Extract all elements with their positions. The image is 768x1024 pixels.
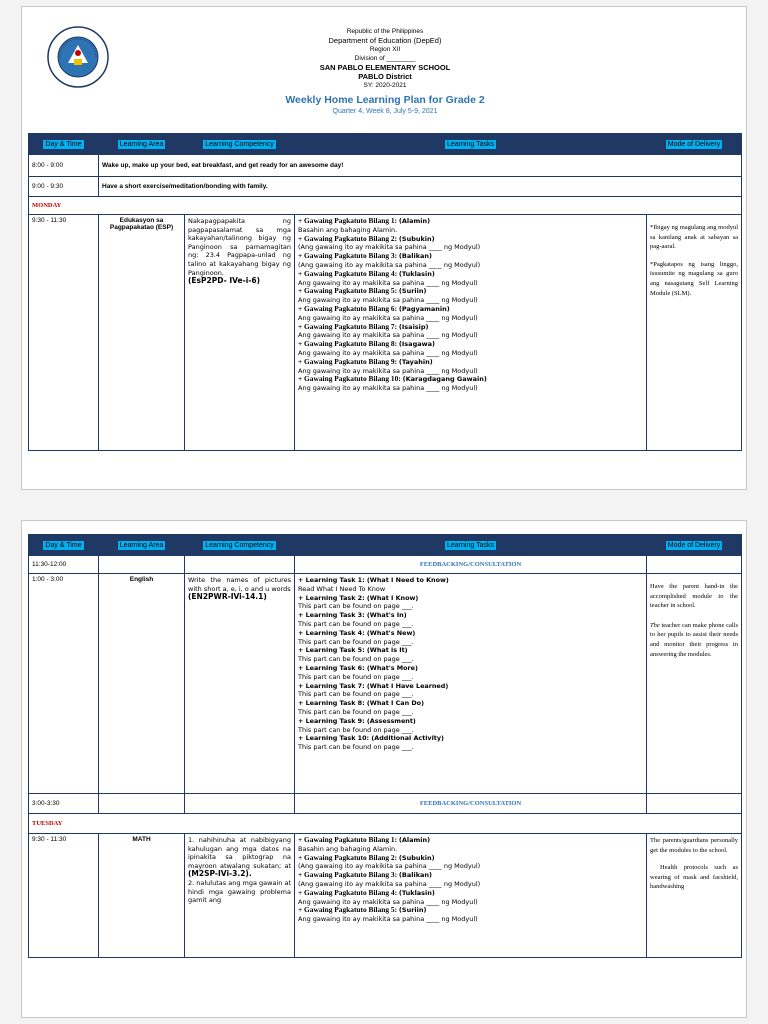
table-header-row	[29, 134, 742, 155]
task-description: Ang gawaing ito ay makikita sa pahina ____ ng Modyul)	[298, 897, 478, 906]
row-activity: Have a short exercise/meditation/bonding with family.	[99, 177, 742, 197]
task-description: This part can be found on page ___.	[298, 690, 414, 699]
task-description: Ang gawaing ito ay makikita sa pahina ____ ng Modyul)	[298, 278, 478, 287]
competency-text: 1. nahihinuha at nabibigyang kahulugan ang mga datos na ipinakita sa piktograp na mayroon atwalang sukatan; at	[188, 836, 291, 870]
task-title: + Learning Task 6: (What's More)	[298, 663, 418, 672]
task-item	[298, 594, 643, 612]
header-school-year: SY: 2020-2021	[363, 82, 407, 89]
task-item	[298, 854, 643, 872]
table-row	[29, 556, 742, 574]
learning-area: Edukasyon sa Pagpapakatao (ESP)	[99, 215, 185, 451]
learning-tasks	[295, 834, 647, 958]
task-item	[298, 836, 643, 854]
table-row	[29, 215, 742, 451]
col-learning-competency: Learning Competency	[205, 541, 274, 549]
col-learning-competency: Learning Competency	[205, 140, 274, 148]
task-item	[298, 646, 643, 664]
table-row	[29, 177, 742, 197]
task-item	[298, 305, 643, 323]
task-title: + Gawaing Pagkatuto Bilang 4:	[298, 887, 399, 897]
task-title: + Learning Task 7: (What I Have Learned)	[298, 681, 449, 690]
task-item	[298, 664, 643, 682]
task-description: Ang gawaing ito ay makikita sa pahina ____ ng Modyul)	[298, 331, 478, 340]
task-title: + Gawaing Pagkatuto Bilang 10:	[298, 374, 403, 384]
row-time: 9:30 - 11:30	[29, 834, 99, 958]
competency-code: (M2SP-IVi-3.2).	[188, 869, 252, 879]
task-description: (Ang gawaing ito ay makikita sa pahina ____ ng Modyul)	[298, 243, 481, 252]
col-learning-area: Learning Area	[119, 140, 164, 148]
plan-subtitle: Quarter 4, Week 8, July 5-9, 2021	[332, 108, 438, 115]
task-title: + Learning Task 9: (Assessment)	[298, 716, 416, 725]
task-item	[298, 252, 643, 270]
task-title: + Gawaing Pagkatuto Bilang 2:	[298, 852, 399, 862]
header-district: PABLO District	[358, 72, 412, 81]
mode-text: *Ibigay ng magulang ang modyul sa kanilang anak at sabayan sa pag-aaral.	[650, 224, 738, 251]
task-title: + Learning Task 4: (What's New)	[298, 628, 416, 637]
task-item	[298, 906, 643, 924]
col-learning-tasks: Learning Tasks	[447, 541, 494, 549]
task-item	[298, 375, 643, 393]
task-title: + Gawaing Pagkatuto Bilang 5:	[298, 905, 399, 915]
task-item	[298, 889, 643, 907]
task-title: + Learning Task 3: (What's In)	[298, 611, 407, 620]
header-republic: Republic of the Philippines	[346, 28, 424, 35]
task-description: Basahin ang bahaging Alamin.	[298, 844, 398, 853]
learning-tasks	[295, 215, 647, 451]
task-description: Basahin ang bahaging Alamin.	[298, 225, 398, 234]
col-day-time: Day & Time	[45, 541, 82, 549]
task-subtitle: (Suriin)	[398, 287, 427, 296]
mode-of-delivery	[647, 215, 742, 451]
task-description: Ang gawaing ito ay makikita sa pahina ____ ng Modyul)	[298, 384, 478, 393]
task-item	[298, 323, 643, 341]
task-item	[298, 611, 643, 629]
row-time: 9:00 - 9:30	[29, 177, 99, 197]
task-item	[298, 717, 643, 735]
plan-table-1	[28, 133, 742, 451]
mode-of-delivery	[647, 834, 742, 958]
task-item	[298, 576, 643, 594]
task-title: + Gawaing Pagkatuto Bilang 1:	[298, 835, 399, 844]
plan-table-2	[28, 534, 742, 958]
task-description: This part can be found on page ___.	[298, 743, 414, 752]
task-item	[298, 270, 643, 288]
row-activity: Wake up, make up your bed, eat breakfast, and get ready for an awesome day!	[99, 155, 742, 177]
table-row	[29, 155, 742, 177]
task-subtitle: (Tuklasin)	[398, 888, 435, 897]
task-item	[298, 287, 643, 305]
task-subtitle: (Subukin)	[398, 853, 435, 862]
row-time: 8:00 - 9:00	[29, 155, 99, 177]
task-item	[298, 358, 643, 376]
task-item	[298, 340, 643, 358]
header-department: Department of Education (DepEd)	[328, 36, 442, 45]
task-description: (Ang gawaing ito ay makikita sa pahina ____ ng Modyul)	[298, 862, 481, 871]
competency-text: Write the names of pictures with short a, e, i, o and u words	[188, 576, 291, 593]
task-item	[298, 871, 643, 889]
table-row	[29, 834, 742, 958]
task-description: This part can be found on page ___.	[298, 602, 414, 611]
mode-text: Have the parent hand-in the accomplished module to the teacher in school.	[650, 583, 738, 610]
task-subtitle: (Tuklasin)	[398, 269, 435, 278]
table-header-row	[29, 535, 742, 556]
header-school: SAN PABLO ELEMENTARY SCHOOL	[319, 63, 451, 72]
document-header	[22, 27, 748, 117]
page-2	[21, 520, 747, 1018]
col-learning-area: Learning Area	[119, 541, 164, 549]
task-item	[298, 629, 643, 647]
task-description: Ang gawaing ito ay makikita sa pahina ____ ng Modyul)	[298, 366, 478, 375]
task-item	[298, 217, 643, 235]
task-description: This part can be found on page ___.	[298, 619, 414, 628]
task-subtitle: (Tayahin)	[398, 357, 433, 366]
learning-competency	[185, 834, 295, 958]
table-row	[29, 794, 742, 814]
task-item	[298, 682, 643, 700]
task-subtitle: (Isagawa)	[398, 340, 435, 349]
mode-of-delivery	[647, 574, 742, 794]
competency-text: 2. nalulutas ang mga gawain at hindi mga gawaing problema gamit ang	[188, 878, 291, 905]
day-label-monday: MONDAY	[29, 197, 742, 215]
task-subtitle: (Subukin)	[398, 234, 435, 243]
task-item	[298, 699, 643, 717]
header-division: Division of ________	[354, 55, 416, 62]
task-title: + Gawaing Pagkatuto Bilang 1:	[298, 216, 399, 225]
task-subtitle: (Karagdagang Gawain)	[402, 375, 487, 384]
learning-competency	[185, 215, 295, 451]
task-title: + Learning Task 5: (What is It)	[298, 646, 408, 655]
task-description: (Ang gawaing ito ay makikita sa pahina ____ ng Modyul)	[298, 260, 481, 269]
task-description: Ang gawaing ito ay makikita sa pahina ____ ng Modyul)	[298, 296, 478, 305]
task-title: + Learning Task 8: (What I Can Do)	[298, 699, 424, 708]
task-title: + Learning Task 2: (What I Know)	[298, 593, 419, 602]
task-item	[298, 734, 643, 752]
task-title: + Gawaing Pagkatuto Bilang 9:	[298, 356, 399, 366]
header-region: Region XII	[369, 46, 401, 53]
task-title: + Gawaing Pagkatuto Bilang 6:	[298, 303, 399, 313]
col-mode-of-delivery: Mode of Delivery	[667, 541, 721, 549]
task-title: + Gawaing Pagkatuto Bilang 2:	[298, 233, 399, 243]
mode-text: *Pagkatapos ng isang linggo, isusumite ng magulang sa guro ang nasagutang Self Learning Module (SLM).	[650, 260, 738, 297]
day-row	[29, 814, 742, 834]
day-row	[29, 197, 742, 215]
task-description: This part can be found on page ___.	[298, 725, 414, 734]
learning-competency	[185, 574, 295, 794]
task-title: + Gawaing Pagkatuto Bilang 4:	[298, 268, 399, 278]
task-subtitle: (Pagyamanin)	[398, 304, 450, 313]
task-subtitle: (Alamin)	[398, 217, 431, 225]
task-title: + Learning Task 10: (Additional Activity)	[298, 734, 444, 743]
task-item	[298, 235, 643, 253]
task-subtitle: (Balikan)	[398, 252, 432, 261]
mode-text: The parents/guardians personally get the modules to the school.	[650, 837, 738, 854]
mode-text: The teacher can make phone calls to her pupils to assist their needs and monitor their progress in answering the modules.	[650, 621, 738, 658]
task-title: + Gawaing Pagkatuto Bilang 3:	[298, 251, 399, 261]
task-description: Ang gawaing ito ay makikita sa pahina ____ ng Modyul)	[298, 348, 478, 357]
feedbacking-label: FEEDBACKING/CONSULTATION	[295, 794, 647, 814]
competency-code: (EN2PWR-IVi-14.1)	[188, 592, 267, 602]
task-title: + Gawaing Pagkatuto Bilang 8:	[298, 339, 399, 349]
plan-title: Weekly Home Learning Plan for Grade 2	[285, 94, 485, 106]
row-time: 9:30 - 11:30	[29, 215, 99, 451]
row-time: 3:00-3:30	[29, 794, 99, 814]
task-title: + Gawaing Pagkatuto Bilang 5:	[298, 286, 399, 296]
task-description: Read What I Need To Know	[298, 584, 386, 593]
task-description: Ang gawaing ito ay makikita sa pahina ____ ng Modyul)	[298, 915, 478, 924]
task-description: This part can be found on page ___.	[298, 707, 414, 716]
task-description: This part can be found on page ___.	[298, 637, 414, 646]
col-day-time: Day & Time	[45, 140, 82, 148]
feedbacking-label: FEEDBACKING/CONSULTATION	[295, 556, 647, 574]
task-description: (Ang gawaing ito ay makikita sa pahina ____ ng Modyul)	[298, 879, 481, 888]
task-title: + Learning Task 1: (What I Need to Know)	[298, 576, 449, 584]
task-subtitle: (Alamin)	[398, 836, 431, 844]
task-subtitle: (Isaisip)	[398, 322, 429, 331]
task-title: + Gawaing Pagkatuto Bilang 7:	[298, 321, 399, 331]
task-title: + Gawaing Pagkatuto Bilang 3:	[298, 870, 399, 880]
task-description: This part can be found on page ___.	[298, 655, 414, 664]
task-subtitle: (Balikan)	[398, 871, 432, 880]
task-description: This part can be found on page ___.	[298, 672, 414, 681]
col-learning-tasks: Learning Tasks	[447, 140, 494, 148]
competency-code: (EsP2PD- IVe-i-6)	[188, 276, 261, 286]
page-1	[21, 6, 747, 490]
task-description: Ang gawaing ito ay makikita sa pahina ____ ng Modyul)	[298, 313, 478, 322]
learning-area: MATH	[99, 834, 185, 958]
learning-tasks	[295, 574, 647, 794]
row-time: 11:30-12:00	[29, 556, 99, 574]
table-row	[29, 574, 742, 794]
day-label-tuesday: TUESDAY	[29, 814, 742, 834]
competency-text: Nakapagpapakita ng pagpapasalamat sa mga kakayahan/talinong bigay ng Panginoon sa pamamagitan ng: 23.4 Pagpapa-unlad ng talino at kakayahang bigay ng Panginoon.	[188, 217, 291, 277]
task-subtitle: (Suriin)	[398, 906, 427, 915]
learning-area: English	[99, 574, 185, 794]
mode-text: Health protocols such as wearing of mask and facshield, handwashing	[650, 864, 738, 891]
row-time: 1:00 - 3:00	[29, 574, 99, 794]
col-mode-of-delivery: Mode of Delivery	[667, 140, 721, 148]
